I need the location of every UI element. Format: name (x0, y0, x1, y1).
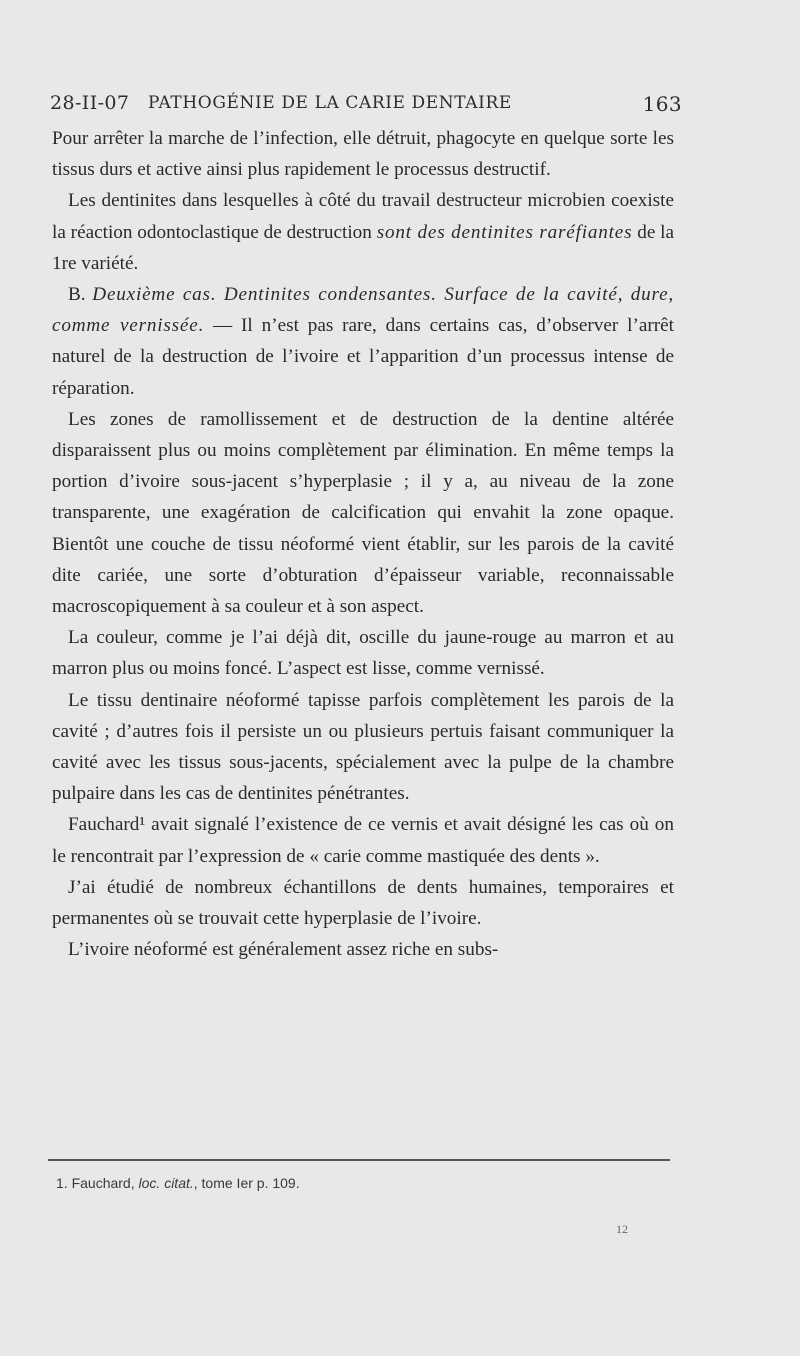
footnote-ref: loc. citat. (138, 1175, 194, 1191)
signature-mark: 12 (616, 1222, 628, 1236)
emphasis: sont des dentinites raréfiantes (376, 221, 633, 243)
footnote-author: Fauchard, (71, 1175, 135, 1191)
paragraph: Les zones de ramollissement et de destruction de la dentine altérée disparaissent plus ou moins complètement par élimination. En même temps la portion d’ivoire sous-jacent s’hyperplasie ; il y a, au niveau de la zone transparente, une exagération de calcification qui envahit la zone opaque. Bientôt une couche de tissu néoformé vient établir, sur les parois de la cavité dite cariée, une sorte d’obturation d’épaisseur variable, reconnaissable macroscopiquement à sa couleur et à son aspect. (52, 408, 674, 618)
paragraph: J’ai étudié de nombreux échantillons de dents humaines, temporaires et permanentes où se trouvait cette hyperplasie de l’ivoire. (52, 876, 674, 930)
paragraph-text: de la 1re variété. (52, 221, 675, 274)
section-label: B. (68, 284, 86, 306)
footnote (56, 1175, 300, 1191)
paragraph: Fauchard¹ avait signalé l’existence de ce vernis et avait désigné les cas où on le rencontrait par l’expression de « carie comme mastiquée des dents ». (52, 814, 674, 867)
body-text (52, 123, 674, 965)
paragraph: Pour arrêter la marche de l’infection, elle détruit, phagocyte en quelque sorte les tissus durs et active ainsi plus rapidement le processus destructif. (52, 128, 674, 181)
footnote-rule (48, 1159, 670, 1161)
footnote-rest: , tome Ier p. 109. (193, 1175, 300, 1191)
paragraph: Le tissu dentinaire néoformé tapisse parfois complètement les parois de la cavité ; d’autres fois il persiste un ou plusieurs pertuis faisant communiquer la cavité avec les tissus sous-jacents, spécialement avec la pulpe de la chambre pulpaire dans les cas de dentinites pénétrantes. (52, 689, 674, 805)
paragraph (52, 185, 674, 279)
paragraph-text: Les dentinites dans lesquelles à côté du travail destructeur microbien coexiste la réaction odontoclastique de destruction (52, 190, 674, 243)
paragraph: La couleur, comme je l’ai déjà dit, oscille du jaune-rouge au marron et au marron plus ou moins foncé. L’aspect est lisse, comme vernissé. (52, 627, 674, 680)
page-number: 163 (642, 92, 682, 116)
paragraph: L’ivoire néoformé est généralement assez riche en subs- (68, 939, 499, 961)
paragraph-text: — Il n’est pas rare, dans certains cas, d’observer l’arrêt naturel de la destruction de l’ivoire et l’apparition d’un processus intense de réparation. (52, 315, 674, 399)
paragraph (52, 279, 674, 404)
header-date: 28-II-07 (50, 92, 130, 114)
section-heading: Deuxième cas. Dentinites condensantes. Surface de la cavité, dure, comme vernissée. (52, 284, 675, 337)
header-title: PATHOGÉNIE DE LA CARIE DENTAIRE (148, 93, 512, 113)
footnote-number: 1. (56, 1175, 68, 1191)
running-header (50, 92, 682, 120)
